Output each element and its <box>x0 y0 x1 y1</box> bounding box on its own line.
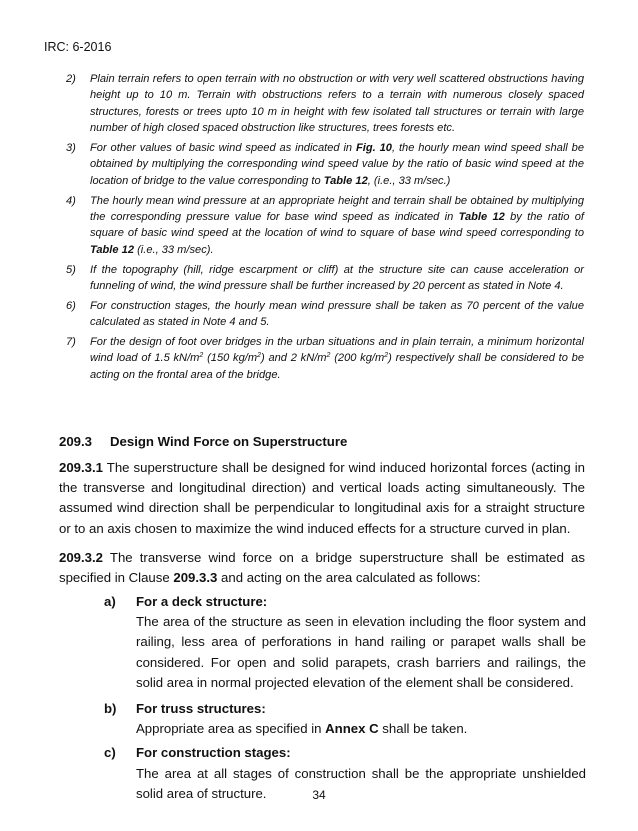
superscript: 2 <box>326 352 331 360</box>
note-2 <box>66 71 584 137</box>
note-text: If the topography (hill, ridge escarpment or cliff) at the structure site can cause acceleration or funneling of wind, the wind pressure shall be further increased by 20 percent as stated in Note 4. <box>90 263 584 293</box>
clause-text: The superstructure shall be designed for wind induced horizontal forces (acting in the transverse and longitudinal direction) and vertical loads acting simultaneously. The assumed wind direction shall be perpendicular to longitudinal axis for a straight structure or to an axis chosen to maximize the wind induced effects for a structure curved in plan. <box>59 460 585 536</box>
item-label: b) <box>104 701 117 717</box>
table-reference: Table 12 <box>458 211 505 224</box>
superscript: 2 <box>384 352 389 360</box>
item-heading: For construction stages: <box>136 745 291 761</box>
clause-text: The transverse wind force on a bridge superstructure shall be estimated as specified in Clause <box>59 550 585 586</box>
note-text: For construction stages, the hourly mean wind pressure shall be taken as 70 percent of the value calculated as stated in Note 4 and 5. <box>90 299 584 329</box>
clause-number: 209.3.2 <box>59 550 103 565</box>
section-number: 209.3 <box>59 434 93 449</box>
note-text: Plain terrain refers to open terrain with no obstruction or with very well scattered obstructions having height up to 10 m. Terrain with obstructions refers to a terrain with numerous closely spaced structures, forests or trees upto 10 m in height with few isolated tall structures or terrain with large number of high closed spaced obstruction like structures, trees forests etc. <box>90 73 584 135</box>
figure-reference: Fig. 10 <box>356 142 392 155</box>
note-text: For other values of basic wind speed as indicated in <box>90 142 357 155</box>
document-id: IRC: 6-2016 <box>44 40 112 54</box>
note-text: For the design of foot over bridges in the urban situations and in plain terrain, a minimum horizontal wind load of 1.5 kN/m <box>90 336 584 365</box>
clause-text: and acting on the area calculated as follows: <box>217 570 481 586</box>
note-6 <box>66 298 584 331</box>
note-number: 4) <box>66 194 76 207</box>
note-number: 5) <box>66 263 76 276</box>
item-text: The area at all stages of construction shall be the appropriate unshielded solid area of structure. <box>136 765 586 801</box>
note-text: , (i.e., 33 m/sec.) <box>367 174 451 187</box>
clause-reference: 209.3.3 <box>173 570 218 586</box>
item-heading: For a deck structure: <box>136 594 268 609</box>
area-items-list <box>100 592 586 804</box>
item-text <box>136 719 586 739</box>
note-text: ) respectively shall be considered to be acting on the frontal area of the bridge. <box>90 352 584 381</box>
table-reference: Table 12 <box>323 174 368 187</box>
note-4 <box>66 193 584 259</box>
note-3 <box>66 140 584 189</box>
superscript: 2 <box>199 352 204 360</box>
superscript: 2 <box>257 352 261 360</box>
clause-number: 209.3.1 <box>59 460 103 475</box>
note-text: by the ratio of square of basic wind speed at the location of wind to square of base wind speed corresponding to <box>90 211 584 240</box>
note-text: The hourly mean wind pressure at an appropriate height and terrain shall be obtained by multiplying the corresponding pressure value for base wind speed as indicated in <box>90 194 584 224</box>
item-text: The area of the structure as seen in elevation including the floor system and railing, less area of perforations in hand railing or parapet walls shall be considered. For open and solid parapets, crash barriers and railings, the solid area in normal projected elevation of the element shall be considered. <box>136 614 586 690</box>
section-heading <box>59 434 348 449</box>
item-heading: For truss structures: <box>136 701 266 717</box>
clause-209-3-1 <box>59 458 585 539</box>
note-text: ) and 2 kN/m <box>261 352 327 365</box>
page-number: 34 <box>312 788 326 802</box>
item-label: a) <box>104 594 116 609</box>
note-number: 2) <box>66 73 76 85</box>
note-7 <box>66 334 584 383</box>
note-5 <box>66 262 584 295</box>
list-item-deck-structure <box>100 592 586 693</box>
item-text-part: Appropriate area as specified in <box>136 721 326 737</box>
clause-209-3-2 <box>59 548 585 588</box>
note-text: (i.e., 33 m/sec). <box>134 243 214 256</box>
note-number: 6) <box>66 299 76 312</box>
note-number: 3) <box>66 142 76 155</box>
notes-list <box>66 71 584 387</box>
note-text: (200 kg/m <box>330 352 385 365</box>
item-label: c) <box>104 745 116 761</box>
item-text-part: shall be taken. <box>378 721 468 737</box>
annex-reference: Annex C <box>325 721 379 737</box>
section-title: Design Wind Force on Superstructure <box>110 434 348 449</box>
note-number: 7) <box>66 336 76 349</box>
list-item-truss-structures <box>100 699 586 739</box>
note-text: (150 kg/m <box>203 352 258 365</box>
note-text: , the hourly mean wind speed shall be obtained by multiplying the corresponding wind speed value by the ratio of basic wind speed at the location of bridge to the value corresponding to <box>90 142 584 187</box>
table-reference: Table 12 <box>90 243 134 256</box>
